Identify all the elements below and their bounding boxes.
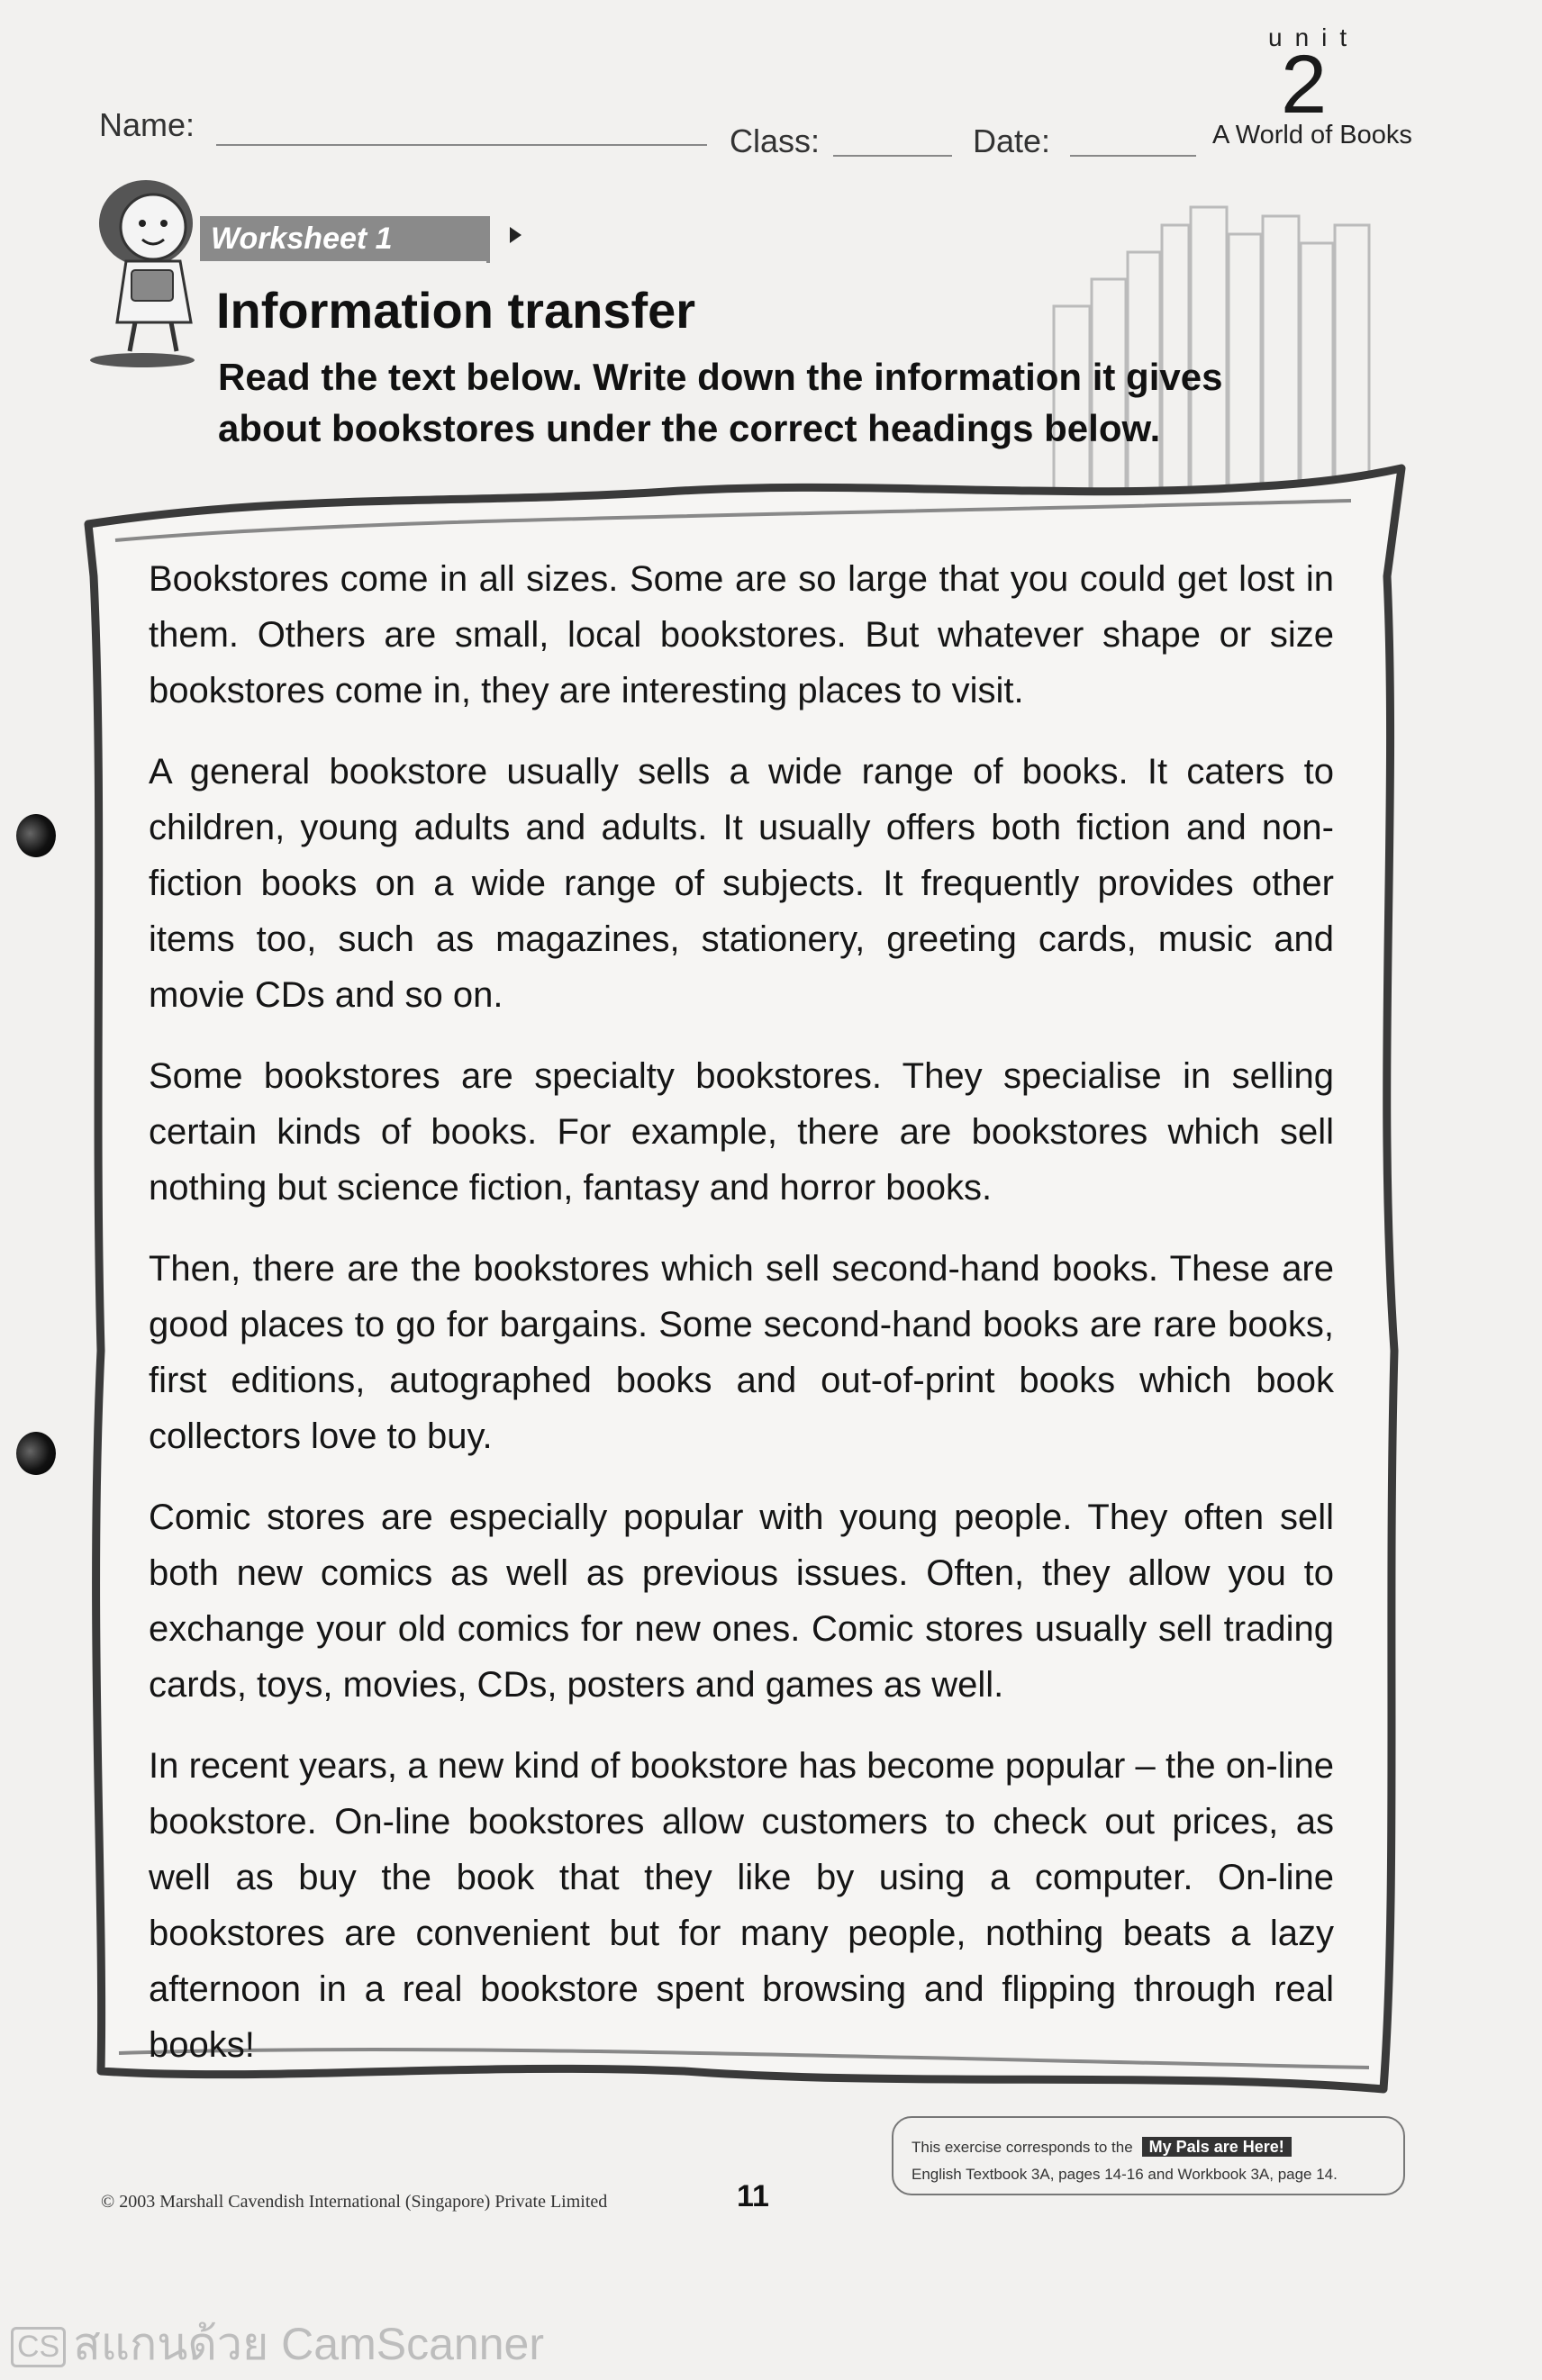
note-prefix: This exercise corresponds to the (912, 2139, 1133, 2156)
note-pages: English Textbook 3A, pages 14-16 and Workbook 3A, page 14. (912, 2166, 1338, 2183)
date-label: Date: (973, 122, 1051, 159)
class-label: Class: (730, 122, 821, 159)
worksheet-title: Information transfer (216, 282, 696, 339)
reading-passage (149, 551, 1334, 2098)
my-pals-logo: My Pals are Here! (1142, 2137, 1292, 2157)
unit-number: 2 (1281, 39, 1328, 131)
unit-word: unit (1268, 23, 1360, 51)
passage-paragraph: Then, there are the bookstores which sell second-hand books. These are good places to go for bargains. Some second-hand books are rare books, first editions, autographed books and out-of-print books which book collectors love to buy. (149, 1249, 1334, 1456)
passage-paragraph: Some bookstores are specialty bookstores. They specialise in selling certain kinds of books. For example, there are bookstores which sell nothing but science fiction, fantasy and horror books. (149, 1056, 1334, 1208)
worksheet-instruction: Read the text below. Write down the information it gives about bookstores under the correct headings below. (218, 356, 1223, 449)
passage-paragraph: In recent years, a new kind of bookstore has become popular – the on-line bookstore. On-line bookstores allow customers to check out prices, as well as buy the book that they like by using a computer. On-line bookstores are convenient but for many people, nothing beats a lazy afternoon in a real bookstore spent browsing and flipping through real books! (149, 1746, 1334, 2065)
name-label: Name: (99, 106, 195, 143)
copyright: © 2003 Marshall Cavendish International (Singapore) Private Limited (101, 2192, 608, 2212)
camscanner-icon: CS (11, 2327, 66, 2367)
passage-paragraph: Bookstores come in all sizes. Some are so large that you could get lost in them. Others are small, local bookstores. But whatever shape or size bookstores come in, they are interesting places to visit. (149, 559, 1334, 710)
camscanner-text: สแกนด้วย CamScanner (73, 2319, 544, 2369)
passage-paragraph: Comic stores are especially popular with young people. They often sell both new comics as well as previous issues. Often, they allow you to exchange your old comics for new ones. Comic stores usually sell trading cards, toys, movies, CDs, posters and games as well. (149, 1498, 1334, 1705)
camscanner-watermark (11, 2309, 544, 2380)
textbook-reference-note (892, 2116, 1405, 2195)
binder-hole (16, 1432, 56, 1475)
worksheet-label: Worksheet 1 (200, 216, 488, 261)
unit-title: A World of Books (1212, 121, 1412, 149)
page-number: 11 (737, 2179, 769, 2213)
binder-hole (16, 814, 56, 857)
passage-paragraph: A general bookstore usually sells a wide range of books. It caters to children, young adults and adults. It usually offers both fiction and non-fiction books on a wide range of subjects. It frequently provides other items too, such as magazines, stationery, greeting cards, music and movie CDs and so on. (149, 752, 1334, 1015)
